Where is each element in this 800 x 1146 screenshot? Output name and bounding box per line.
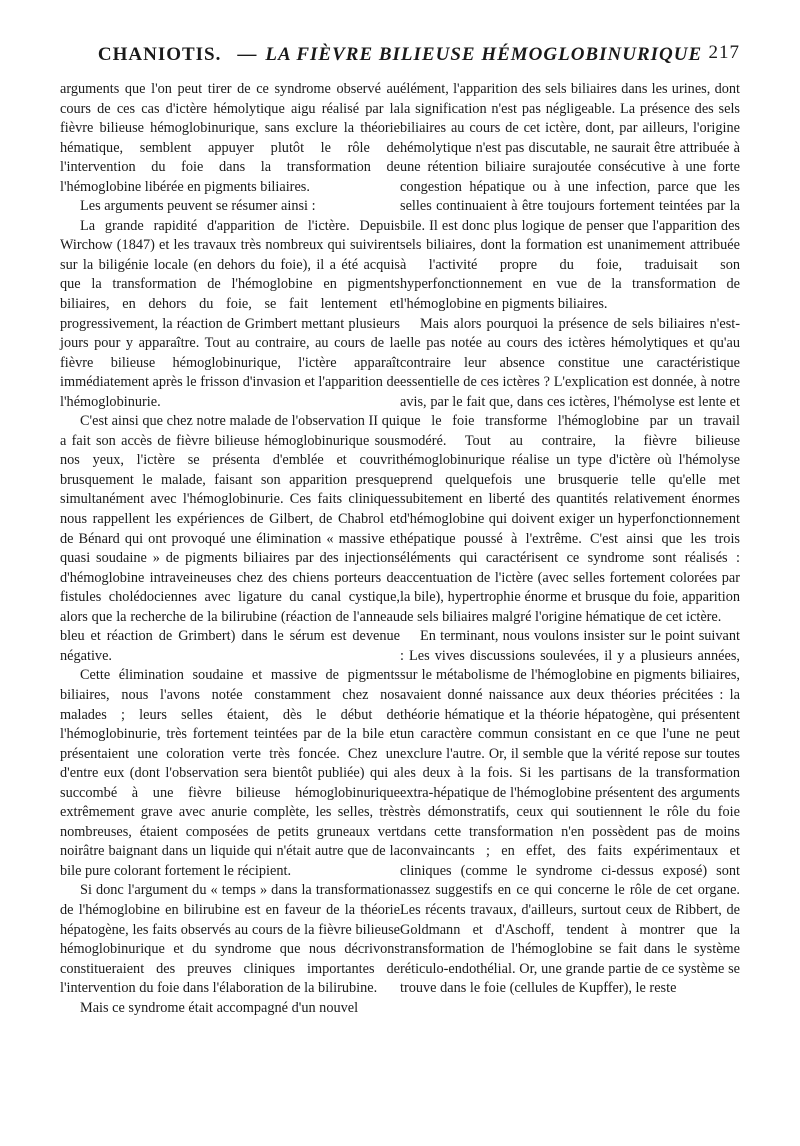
paragraph: élément, l'apparition des sels biliaires dans les urines, dont la signification n'est pas négligeable. La présence des sels biliaires au cours de cet ictère, dont, par ailleurs, l'origine hémolytique n'est pas discutable, ne saurait être attribuée à une rétention biliaire surajoutée consécutive à une forte congestion hépatique ou à une infection, parce que les selles continuaient à être toujours fortement teintées par la bile. Il est donc plus logique de penser que l'apparition des sels biliaires, dont la formation est unanimement attribuée à l'activité propre du foie, traduisait son hyperfonctionnement en vue de la transformation de l'hémoglobine en pigments biliaires. xyxy=(400,81,740,313)
paragraph: Cette élimination soudaine et massive de pigments biliaires, nous l'avons notée constamment chez nos malades ; leurs selles étaient, dès le début de l'hémoglobinurie, très fortement teintées par de la bile et présentaient une coloration verte très foncée. Chez un d'entre eux (dont l'observation sera bientôt publiée) qui a succombé à une fièvre bilieuse hémoglobinurique extrêmement grave avec anurie complète, les selles, très nombreuses, étaient composées de petits gruneaux vert noirâtre baignant dans un liquide qui n'était autre que de la bile pure colorant fortement le récipient. xyxy=(60,667,400,879)
paragraph: arguments que l'on peut tirer de ce syndrome observé au cours de ces cas d'ictère hémolytique aigu réalisé par la fièvre bilieuse hémoglobinurique, sans exclure la théorie hématique, semblent appuyer plutôt le rôle de l'intervention du foie dans la transformation de l'hémoglobine libérée en pigments biliaires. xyxy=(60,81,400,195)
paragraph: En terminant, nous voulons insister sur le point suivant : Les vives discussions soulevées, il y a plusieurs années, sur le métabolisme de l'hémoglobine en pigments biliaires, avaient donné naissance aux deux théories précitées : la théorie hématique et la théorie hépatogène, qui présentent un caractère commun consistant en ce que l'une ne peut exclure l'autre. Or, il semble que la vérité repose sur toutes les deux à la fois. Si les partisans de la transformation extra-hépatique de l'hémoglobine présentent des arguments très démonstratifs, ceux qui soutiennent le rôle du foie dans cette transformation n'en possèdent pas de moins convaincants ; en effet, des faits expérimentaux et cliniques (comme le syndrome ci-dessus exposé) sont assez suggestifs en ce qui concerne le rôle de cet organe. Les récents travaux, d'ailleurs, surtout ceux de Ribbert, de Goldmann et d'Aschoff, tendent à montrer que la transformation de l'hémoglobine se fait dans le système réticulo-endothélial. Or, une grande partie de ce système se trouve dans le foie (cellules de Kupffer), le reste xyxy=(400,628,740,997)
paragraph: Mais alors pourquoi la présence de sels biliaires n'est-elle pas notée au cours des ictères hémolytiques et qu'au contraire leur absence constitue une caractéristique essentielle de ces ictères ? L'explication est donnée, à notre avis, par le fait que, dans ces ictères, l'hémolyse est lente et que le foie transforme l'hémoglobine par un travail modéré. Tout au contraire, la fièvre bilieuse hémoglobinurique réalise un type d'ictère où l'hémolyse prend quelquefois une brusquerie telle qu'elle met subitement en liberté des quantités relativement énormes d'hémoglobine qui doivent exiger un hyperfonctionnement hépatique poussé à l'extrême. C'est ainsi que les trois éléments qui caractérisent ce syndrome sont réalisés : accentuation de l'ictère (avec selles fortement colorées par la bile), hypertrophie énorme et brusque du foie, apparition de sels biliaires malgré l'origine hématique de cet ictère. xyxy=(400,315,740,625)
paragraph: Les arguments peuvent se résumer ainsi : xyxy=(80,198,316,215)
header-title: LA FIÈVRE BILIEUSE HÉMOGLOBINURIQUE xyxy=(265,44,703,65)
paragraph: Si donc l'argument du « temps » dans la transformation de l'hémoglobine en bilirubine est en faveur de la théorie hépatogène, les faits observés au cours de la fièvre bilieuse hémoglobinurique et du syndrome que nous décrivons constitueraient des preuves cliniques importantes de l'intervention du foie dans l'élaboration de la bilirubine. xyxy=(60,882,400,997)
paragraph: C'est ainsi que chez notre malade de l'observation II qui a fait son accès de fièvre bilieuse hémoglobinurique sous nos yeux, l'ictère se présenta d'emblée et couvrit brusquement le malade, faisant son apparition presque simultanément avec l'hémoglobinurie. Ces faits cliniques nous rappellent les expériences de Gilbert, de Chabrol et de Bénard qui ont provoqué une élimination « massive et quasi soudaine » de pigments biliaires par des injections d'hémoglobine intraveineuses chez des chiens porteurs de fistules cholédociennes avec ligature du canal cystique, alors que la recherche de la bilirubine (réaction de l'anneau bleu et réaction de Grimbert) dans le sérum est devenue négative. xyxy=(60,413,400,664)
header-separator: — xyxy=(237,44,258,65)
paragraph: La grande rapidité d'apparition de l'ictère. Depuis Wirchow (1847) et les travaux très nombreux qui suivirent sur la biligénie locale (en dehors du foie), il a été acquis que la transformation de l'hémoglobine en pigments biliaires, en dehors du foie, se fait lentement et progressivement, la réaction de Grimbert mettant plusieurs jours pour y apparaître. Tout au contraire, au cours de la fièvre bilieuse hémoglobinurique, l'ictère apparaît immédiatement après le frisson d'invasion et l'apparition de l'hémoglobinurie. xyxy=(60,217,400,410)
header-author: CHANIOTIS. xyxy=(97,44,222,65)
right-column xyxy=(400,80,740,999)
paragraph: Mais ce syndrome était accompagné d'un nouvel xyxy=(80,999,359,1016)
left-column xyxy=(60,80,400,1018)
running-header xyxy=(60,30,740,80)
page-number: 217 xyxy=(708,42,740,63)
